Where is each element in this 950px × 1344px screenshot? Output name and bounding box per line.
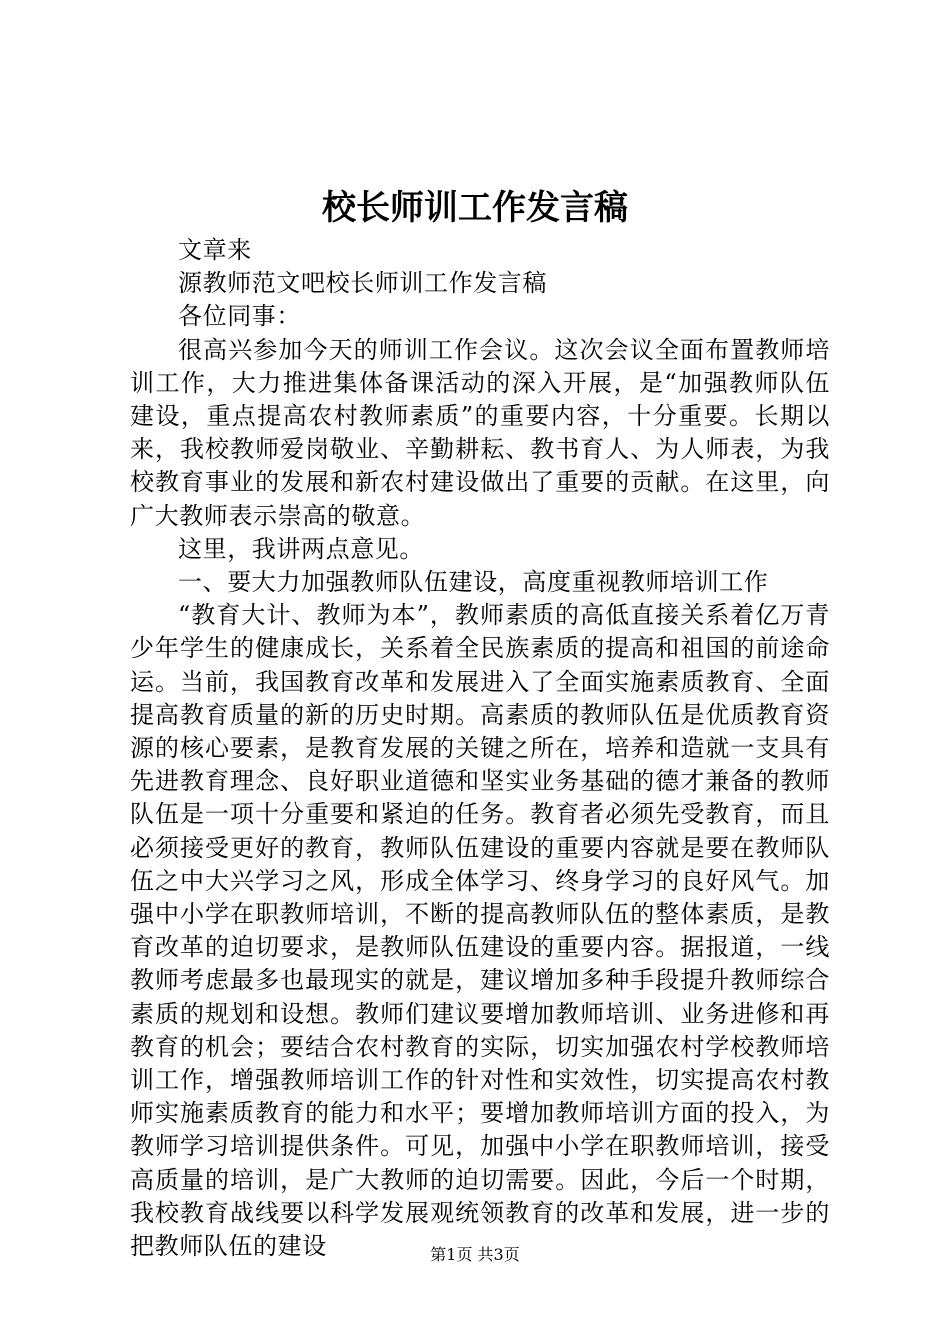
paragraph: 一、要大力加强教师队伍建设，高度重视教师培训工作	[178, 568, 769, 597]
paragraph: 很高兴参加今天的师训工作会议。这次会议全面布置教师培训工作，大力推进集体备课活动的深入开展，是“加强教师队伍建设，重点提高农村教师素质”的重要内容，十分重要。长期以来，我校教师爱岗敬业、辛勤耕耘、教书育人、为人师表，为我校教育事业的发展和新农村建设做出了重要的贡献。在这里，向广大教师表示崇高的敬意。	[130, 335, 830, 530]
paragraph: 源教师范文吧校长师训工作发言稿	[178, 269, 547, 298]
paragraph: 文章来	[178, 236, 252, 264]
document-body	[130, 234, 830, 1263]
paragraph: “教育大计、教师为本”，教师素质的高低直接关系着亿万青少年学生的健康成长，关系着全民族素质的提高和祖国的前途命运。当前，我国教育改革和发展进入了全面实施素质教育、全面提高教育质量的新的历史时期。高素质的教师队伍是优质教育资源的核心要素，是教育发展的关键之所在，培养和造就一支具有先进教育理念、良好职业道德和坚实业务基础的德才兼备的教师队伍是一项十分重要和紧迫的任务。教育者必须先受教育，而且必须接受更好的教育，教师队伍建设的重要内容就是要在教师队伍之中大兴学习之风，形成全体学习、终身学习的良好风气。加强中小学在职教师培训，不断的提高教师队伍的整体素质，是教育改革的迫切要求，是教师队伍建设的重要内容。据报道，一线教师考虑最多也最现实的就是，建议增加多种手段提升教师综合素质的规划和设想。教师们建议要增加教师培训、业务进修和再教育的机会；要结合农村教育的实际，切实加强农村学校教师培训工作，增强教师培训工作的针对性和实效性，切实提高农村教师实施素质教育的能力和水平；要增加教师培训方面的投入，为教师学习培训提供条件。可见，加强中小学在职教师培训，接受高质量的培训，是广大教师的迫切需要。因此，今后一个时期，我校教育战线要以科学发展观统领教育的改革和发展，进一步的把教师队伍的建设	[130, 601, 830, 1261]
document-title: 校长师训工作发言稿	[322, 188, 628, 228]
paragraph: 各位同事：	[178, 302, 301, 331]
paragraph: 这里，我讲两点意见。	[178, 534, 424, 563]
page-number-footer: 第1页 共3页	[430, 1245, 520, 1264]
